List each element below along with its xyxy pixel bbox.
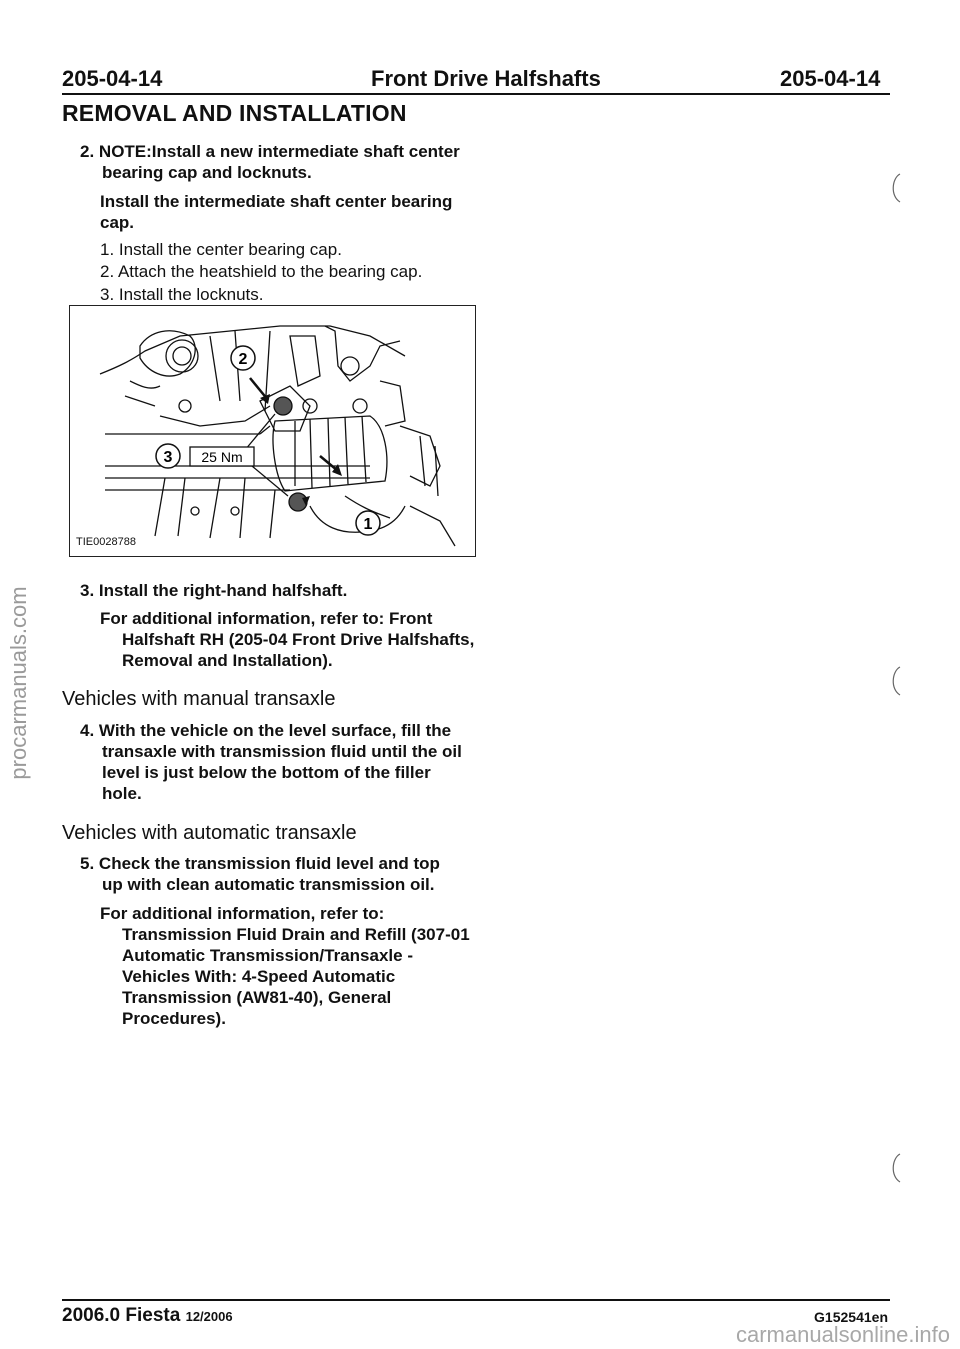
section-title: REMOVAL AND INSTALLATION (62, 100, 407, 126)
step-5-ref-line5: Transmission (AW81-40), General (122, 988, 392, 1007)
callout-1-label: 1 (363, 516, 373, 533)
step-5-line1: Check the transmission fluid level and top (98, 854, 440, 873)
step-2-note-line2: bearing cap and locknuts. (102, 163, 312, 182)
substep-3: 3. Install the locknuts. (100, 285, 264, 304)
binder-hole-mark (886, 1152, 908, 1184)
bottom-watermark: carmanualsonline.info (735, 1322, 950, 1347)
step-4 (80, 720, 500, 804)
header-title: Front Drive Halfshafts (371, 66, 601, 91)
footer-model-name: 2006.0 Fiesta (62, 1305, 181, 1326)
step-2-number: 2. (80, 142, 95, 161)
step-2-instr-line1: Install the intermediate shaft center bearing (100, 192, 453, 211)
step-2-note-line1: NOTE:Install a new intermediate shaft center (98, 142, 460, 161)
step-4-line1: With the vehicle on the level surface, fill the (98, 721, 452, 740)
step-2-instruction (100, 191, 500, 233)
step-4-line4: hole. (102, 784, 142, 803)
step-5-reference (100, 903, 500, 1029)
step-4-line2: transaxle with transmission fluid until the oil (102, 742, 462, 761)
footer-model (62, 1305, 233, 1327)
footer-rule (62, 1299, 890, 1301)
step-3-reference (100, 608, 500, 671)
step-3-ref-line3: Removal and Installation). (122, 651, 333, 670)
subhead-manual-transaxle: Vehicles with manual transaxle (62, 688, 336, 710)
step-3-number: 3. (80, 581, 95, 600)
step-2-note (80, 141, 500, 183)
footer-doc-code: G152541en (814, 1309, 888, 1325)
step-5-ref-line3: Automatic Transmission/Transaxle - (122, 946, 413, 965)
step-2-instr-line2: cap. (100, 213, 135, 232)
callout-2-label: 2 (238, 351, 248, 368)
side-watermark-text: procarmanuals.com (6, 586, 31, 780)
step-5-ref-line6: Procedures). (122, 1009, 226, 1028)
bearing-cap-diagram (70, 306, 475, 556)
header-rule (62, 93, 890, 95)
step-5-number: 5. (80, 854, 95, 873)
substep-2: 2. Attach the heatshield to the bearing cap. (100, 262, 423, 281)
binder-hole-mark (886, 665, 908, 697)
step-5 (80, 853, 500, 895)
step-5-ref-line2: Transmission Fluid Drain and Refill (307-01 (122, 925, 470, 944)
step-4-number: 4. (80, 721, 95, 740)
step-5-ref-line4: Vehicles With: 4-Speed Automatic (122, 967, 396, 986)
step-3-ref-line1: For additional information, refer to: Front (100, 609, 433, 628)
substep-1: 1. Install the center bearing cap. (100, 240, 342, 259)
step-3 (80, 580, 500, 601)
callout-3-label: 3 (163, 449, 173, 466)
step-4-line3: level is just below the bottom of the filler (102, 763, 431, 782)
step-3-ref-line2: Halfshaft RH (205-04 Front Drive Halfshafts, (122, 630, 475, 649)
subhead-automatic-transaxle: Vehicles with automatic transaxle (62, 822, 357, 844)
footer-date: 12/2006 (185, 1309, 233, 1324)
illustration-bearing-cap (69, 305, 476, 557)
step-5-line2: up with clean automatic transmission oil. (102, 875, 435, 894)
header-code-left: 205-04-14 (62, 66, 163, 91)
torque-label: 25 Nm (201, 449, 243, 465)
side-watermark (4, 570, 34, 800)
binder-hole-mark (886, 172, 908, 204)
header-code-right: 205-04-14 (780, 66, 881, 91)
step-3-text: Install the right-hand halfshaft. (98, 581, 348, 600)
figure-code: TIE0028788 (76, 536, 136, 548)
step-5-ref-line1: For additional information, refer to: (100, 904, 385, 923)
